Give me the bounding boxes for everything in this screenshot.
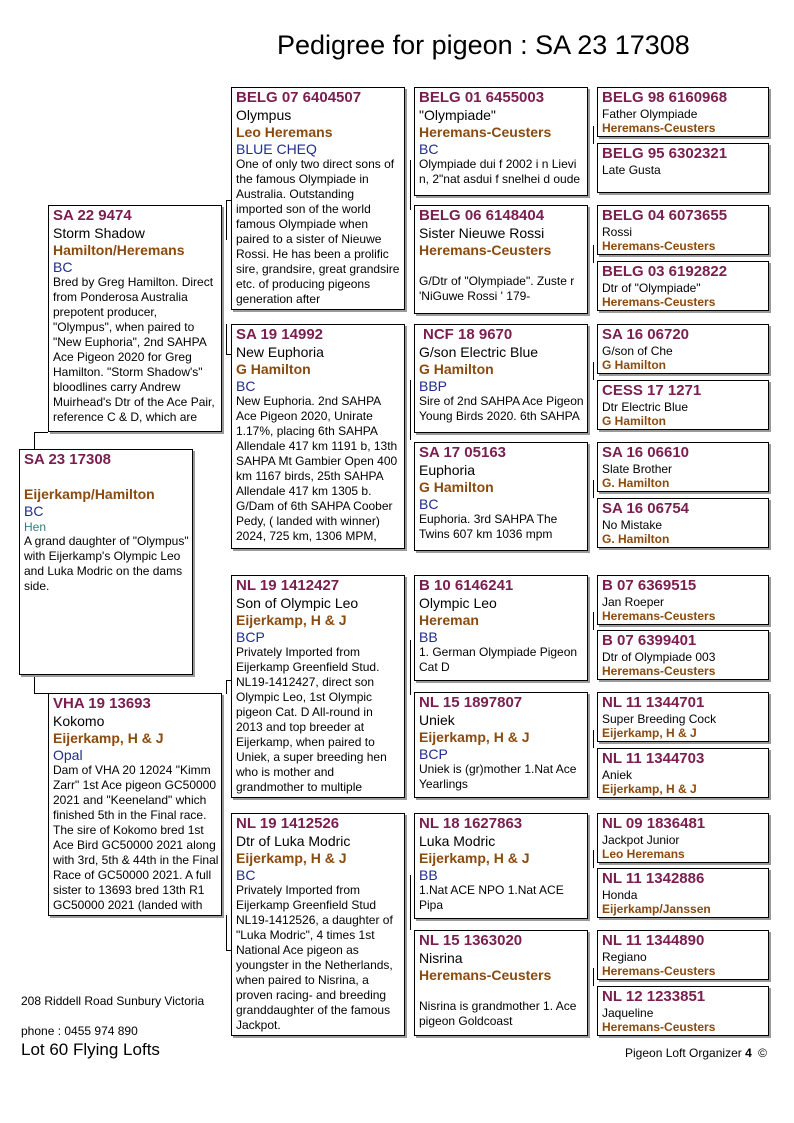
ring-number: NL 19 1412427 bbox=[236, 577, 340, 594]
ancestor-card bbox=[597, 205, 769, 255]
notes: One of only two direct sons of the famous Olympiade in Australia. Outstanding imported son of the world famous Olympiade when paired to a sister of Nieuwe Rossi. He has been a prolific sire, grandsire, great grandsire etc. of producing pigeons generation after bbox=[236, 157, 400, 307]
breeder: Leo Heremans bbox=[602, 847, 685, 862]
ring-number: NL 11 1344703 bbox=[602, 750, 705, 767]
colour: BBP bbox=[419, 377, 448, 394]
breeder: Eijerkamp, H & J bbox=[602, 726, 697, 741]
ancestor-card bbox=[597, 692, 769, 742]
great-grandparent-card bbox=[414, 324, 588, 433]
connector-line bbox=[34, 693, 48, 694]
ancestor-card bbox=[597, 324, 769, 374]
pigeon-name: Dtr of Olympiade 003 bbox=[602, 650, 716, 664]
ancestor-card bbox=[597, 575, 769, 625]
pigeon-name bbox=[24, 469, 192, 486]
great-grandparent-card bbox=[414, 87, 588, 196]
ring-number: B 07 6369515 bbox=[602, 577, 697, 594]
ancestor-card bbox=[597, 986, 769, 1036]
colour: BLUE CHEQ bbox=[236, 140, 317, 157]
connector-line bbox=[226, 680, 227, 694]
connector-line bbox=[226, 200, 227, 240]
colour: BC bbox=[419, 140, 439, 157]
ancestor-card bbox=[597, 143, 769, 193]
breeder: Hamilton/Heremans bbox=[53, 241, 185, 258]
breeder: Heremans-Ceusters bbox=[602, 964, 716, 979]
colour: BB bbox=[419, 866, 438, 883]
connector-line bbox=[593, 480, 594, 498]
colour: BC bbox=[236, 866, 256, 883]
connector-line bbox=[410, 875, 411, 930]
breeder: Leo Heremans bbox=[236, 123, 333, 140]
notes: Privately Imported from Eijerkamp Greenfield Stud. NL19-1412427, direct son Olympic Leo, 1st Olympic pigeon Cat. D All-round in 2013 and top breeder at Eijerkamp, when paired to Uniek, a super breeding hen who is mother and grandmother to multiple bbox=[236, 645, 387, 795]
pigeon-name: Slate Brother bbox=[602, 462, 673, 476]
ring-number: B 07 6399401 bbox=[602, 632, 697, 649]
great-grandparent-card bbox=[414, 813, 588, 919]
notes: Uniek is (gr)mother 1.Nat Ace Yearlings bbox=[419, 762, 577, 792]
pigeon-name: Olympus bbox=[236, 107, 292, 123]
colour: BCP bbox=[419, 745, 448, 762]
ring-number: SA 19 14992 bbox=[236, 326, 324, 343]
software-credit bbox=[625, 1046, 767, 1060]
breeder: Eijerkamp, H & J bbox=[419, 728, 530, 745]
dam-card bbox=[48, 693, 222, 916]
pigeon-name: Olympic Leo bbox=[419, 595, 497, 611]
breeder: G Hamilton bbox=[602, 414, 667, 429]
connector-line bbox=[593, 126, 594, 144]
pigeon-name: No Mistake bbox=[602, 518, 663, 532]
software-name: Pigeon Loft Organizer bbox=[625, 1046, 742, 1060]
ring-number: BELG 03 6192822 bbox=[602, 263, 728, 280]
connector-line bbox=[593, 245, 594, 263]
pigeon-name: G/son of Che bbox=[602, 344, 673, 358]
notes: G/Dtr of "Olympiade". Zuste r 'NiGuwe Rossi ' 179- bbox=[419, 273, 575, 303]
ancestor-card bbox=[597, 261, 769, 311]
notes: New Euphoria. 2nd SAHPA Ace Pigeon 2020, Unirate 1.17%, placing 6th SAHPA Allendale 417 km 1191 b, 13th SAHPA Mt Gambier Open 400 km 1167 birds, 25th SAHPA Allendale 417 km 1305 b. G/Dam of 6th SAHPA Coober Pedy, ( landed with winner) 2024, 725 km, 1306 MPM, bbox=[236, 394, 398, 544]
ring-number: NL 19 1412526 bbox=[236, 815, 340, 832]
notes: Privately Imported from Eijerkamp Greenfield Stud NL19-1412526, a daughter of "Luka Modric", 4 times 1st National Ace pigeon as youngster in the Netherlands, when paired to Nisrina, a proven racing- and breeding granddaughter of the famous Jackpot. bbox=[236, 883, 393, 1033]
ancestor-card bbox=[597, 498, 769, 548]
ring-number: VHA 19 13693 bbox=[53, 695, 151, 712]
ring-number: SA 16 06754 bbox=[602, 500, 690, 517]
connector-line bbox=[593, 968, 594, 986]
pigeon-name: Late Gusta bbox=[602, 163, 661, 177]
breeder: G Hamilton bbox=[419, 478, 494, 495]
software-version: 4 bbox=[745, 1046, 752, 1060]
ancestor-card bbox=[597, 380, 769, 430]
breeder: Heremans-Ceusters bbox=[419, 966, 552, 983]
pigeon-name: Uniek bbox=[419, 712, 455, 728]
breeder: Eijerkamp/Hamilton bbox=[24, 486, 155, 502]
colour: BB bbox=[419, 628, 438, 645]
sire-card bbox=[48, 205, 222, 432]
pigeon-name: Aniek bbox=[602, 768, 633, 782]
ring-number: CESS 17 1271 bbox=[602, 382, 702, 399]
connector-line bbox=[226, 915, 227, 950]
ring-number: BELG 98 6160968 bbox=[602, 89, 728, 106]
breeder: Eijerkamp, H & J bbox=[236, 611, 347, 628]
ring-number: NL 11 1344701 bbox=[602, 694, 705, 711]
ring-number: SA 23 17308 bbox=[24, 451, 112, 468]
colour: BC bbox=[53, 258, 73, 275]
subject-card bbox=[19, 449, 193, 675]
ancestor-card bbox=[597, 748, 769, 798]
colour: Opal bbox=[53, 746, 83, 763]
ring-number: NL 18 1627863 bbox=[419, 815, 523, 832]
connector-line bbox=[410, 160, 411, 210]
connector-line bbox=[34, 432, 48, 433]
breeder: Heremans-Ceusters bbox=[602, 121, 716, 136]
ring-number: BELG 06 6148404 bbox=[419, 207, 545, 224]
connector-line bbox=[593, 850, 594, 868]
pigeon-name: Dtr of Luka Modric bbox=[236, 833, 351, 849]
breeder: Heremans-Ceusters bbox=[419, 123, 552, 140]
great-grandparent-card bbox=[414, 930, 588, 1036]
breeder: Eijerkamp/Janssen bbox=[602, 902, 711, 917]
pigeon-name: Dtr Electric Blue bbox=[602, 400, 689, 414]
notes: Nisrina is grandmother 1. Ace pigeon Goldcoast bbox=[419, 998, 577, 1028]
address: 208 Riddell Road Sunbury Victoria bbox=[21, 994, 205, 1008]
ring-number: SA 16 06610 bbox=[602, 444, 690, 461]
pigeon-name: Jaqueline bbox=[602, 1006, 654, 1020]
connector-line bbox=[593, 362, 594, 380]
notes: Euphoria. 3rd SAHPA The Twins 607 km 1036 mpm bbox=[419, 512, 558, 542]
pigeon-name: Rossi bbox=[602, 225, 633, 239]
phone: phone : 0455 974 890 bbox=[21, 1024, 138, 1038]
breeder: G Hamilton bbox=[236, 360, 311, 377]
connector-line bbox=[593, 612, 594, 630]
ring-number: SA 22 9474 bbox=[53, 207, 132, 224]
sex: Hen bbox=[24, 519, 47, 534]
notes: Dam of VHA 20 12024 "Kimm Zarr" 1st Ace pigeon GC50000 2021 and "Keeneland" which finished 5th in the Final race. The sire of Kokomo bred 1st Ace Bird GC50000 2021 along with 3rd, 5th & 44th in the Final Race of GC50000 2021. A full sister to 13693 bred 13th R1 GC50000 2021 (landed with bbox=[53, 763, 219, 913]
grandparent-card bbox=[231, 575, 405, 798]
ring-number: NL 15 1363020 bbox=[419, 932, 523, 949]
connector-line bbox=[226, 324, 227, 354]
pigeon-name: Father Olympiade bbox=[602, 107, 698, 121]
pigeon-name: Jan Roeper bbox=[602, 595, 665, 609]
ring-number: BELG 01 6455003 bbox=[419, 89, 545, 106]
pigeon-name: Super Breeding Cock bbox=[602, 712, 717, 726]
breeder: Hereman bbox=[419, 611, 479, 628]
pigeon-name: Regiano bbox=[602, 950, 647, 964]
breeder: Heremans-Ceusters bbox=[419, 241, 552, 258]
pigeon-name: Euphoria bbox=[419, 462, 476, 478]
grandparent-card bbox=[231, 87, 405, 310]
breeder: Heremans-Ceusters bbox=[602, 295, 716, 310]
breeder: Heremans-Ceusters bbox=[602, 1020, 716, 1035]
notes: A grand daughter of "Olympus" with Eijerkamp's Olympic Leo and Luka Modric on the dams side. bbox=[24, 533, 189, 593]
ring-number: BELG 95 6302321 bbox=[602, 145, 728, 162]
colour: BC bbox=[236, 377, 256, 394]
ancestor-card bbox=[597, 442, 769, 492]
breeder: Eijerkamp, H & J bbox=[236, 849, 347, 866]
pigeon-name: Son of Olympic Leo bbox=[236, 595, 359, 611]
great-grandparent-card bbox=[414, 205, 588, 314]
grandparent-card bbox=[231, 324, 405, 549]
ring-number: BELG 04 6073655 bbox=[602, 207, 728, 224]
pigeon-name: Storm Shadow bbox=[53, 225, 145, 241]
notes: Olympiade dui f 2002 i n Lievi n, 2"nat asdui f snelhei d oude bbox=[419, 157, 581, 187]
ring-number: NL 11 1344890 bbox=[602, 932, 705, 949]
connector-line bbox=[410, 640, 411, 695]
loft-name: Lot 60 Flying Lofts bbox=[21, 1040, 160, 1059]
pigeon-name: Sister Nieuwe Rossi bbox=[419, 225, 545, 241]
pigeon-name: Dtr of "Olympiade" bbox=[602, 281, 701, 295]
pigeon-name: G/son Electric Blue bbox=[419, 344, 539, 360]
connector-line bbox=[593, 730, 594, 748]
breeder: G. Hamilton bbox=[602, 532, 670, 547]
pigeon-name: Kokomo bbox=[53, 713, 105, 729]
pigeon-name: Honda bbox=[602, 888, 638, 902]
breeder: Eijerkamp, H & J bbox=[602, 782, 697, 797]
ring-number: NL 11 1342886 bbox=[602, 870, 705, 887]
ring-number: BELG 07 6404507 bbox=[236, 89, 362, 106]
notes: 1. German Olympiade Pigeon Cat D bbox=[419, 645, 578, 675]
pigeon-name: "Olympiade" bbox=[419, 107, 496, 123]
ancestor-card bbox=[597, 87, 769, 137]
breeder: Heremans-Ceusters bbox=[602, 239, 716, 254]
breeder: G Hamilton bbox=[419, 360, 494, 377]
breeder: G Hamilton bbox=[602, 358, 667, 373]
connector-line bbox=[34, 675, 35, 693]
great-grandparent-card bbox=[414, 442, 588, 551]
ring-number: NL 09 1836481 bbox=[602, 815, 706, 832]
ancestor-card bbox=[597, 630, 769, 680]
breeder: Heremans-Ceusters bbox=[602, 664, 716, 679]
ring-number: SA 17 05163 bbox=[419, 444, 507, 461]
connector-line bbox=[410, 380, 411, 440]
ring-number: NL 12 1233851 bbox=[602, 988, 706, 1005]
breeder: G. Hamilton bbox=[602, 476, 670, 491]
notes: Sire of 2nd SAHPA Ace Pigeon Young Birds 2020. 6th SAHPA bbox=[419, 394, 584, 424]
ring-number: B 10 6146241 bbox=[419, 577, 514, 594]
page-title: Pedigree for pigeon : SA 23 17308 bbox=[277, 30, 690, 60]
pigeon-name: Jackpot Junior bbox=[602, 833, 680, 847]
breeder: Eijerkamp, H & J bbox=[53, 729, 164, 746]
great-grandparent-card bbox=[414, 692, 588, 798]
colour: BC bbox=[24, 502, 44, 519]
ring-number: NL 15 1897807 bbox=[419, 694, 523, 711]
pigeon-name: Nisrina bbox=[419, 950, 463, 966]
copyright-icon: © bbox=[758, 1046, 767, 1060]
breeder: Eijerkamp, H & J bbox=[419, 849, 530, 866]
pigeon-name: Luka Modric bbox=[419, 833, 496, 849]
colour: BC bbox=[419, 495, 439, 512]
ring-number: NCF 18 9670 bbox=[423, 326, 513, 343]
ancestor-card bbox=[597, 930, 769, 980]
great-grandparent-card bbox=[414, 575, 588, 681]
colour: BCP bbox=[236, 628, 265, 645]
ancestor-card bbox=[597, 813, 769, 863]
pigeon-name: New Euphoria bbox=[236, 344, 324, 360]
ancestor-card bbox=[597, 868, 769, 918]
notes: 1.Nat ACE NPO 1.Nat ACE Pipa bbox=[419, 883, 564, 913]
ring-number: SA 16 06720 bbox=[602, 326, 690, 343]
breeder: Heremans-Ceusters bbox=[602, 609, 716, 624]
notes: Bred by Greg Hamilton. Direct from Ponderosa Australia prepotent producer, "Olympus", when paired to "New Euphoria", 2nd SAHPA Ace Pigeon 2020 for Greg Hamilton. "Storm Shadow's" bloodlines carry Andrew Muirhead's Dtr of the Ace Pair, reference C & D, which are bbox=[53, 275, 215, 425]
grandparent-card bbox=[231, 813, 405, 1036]
